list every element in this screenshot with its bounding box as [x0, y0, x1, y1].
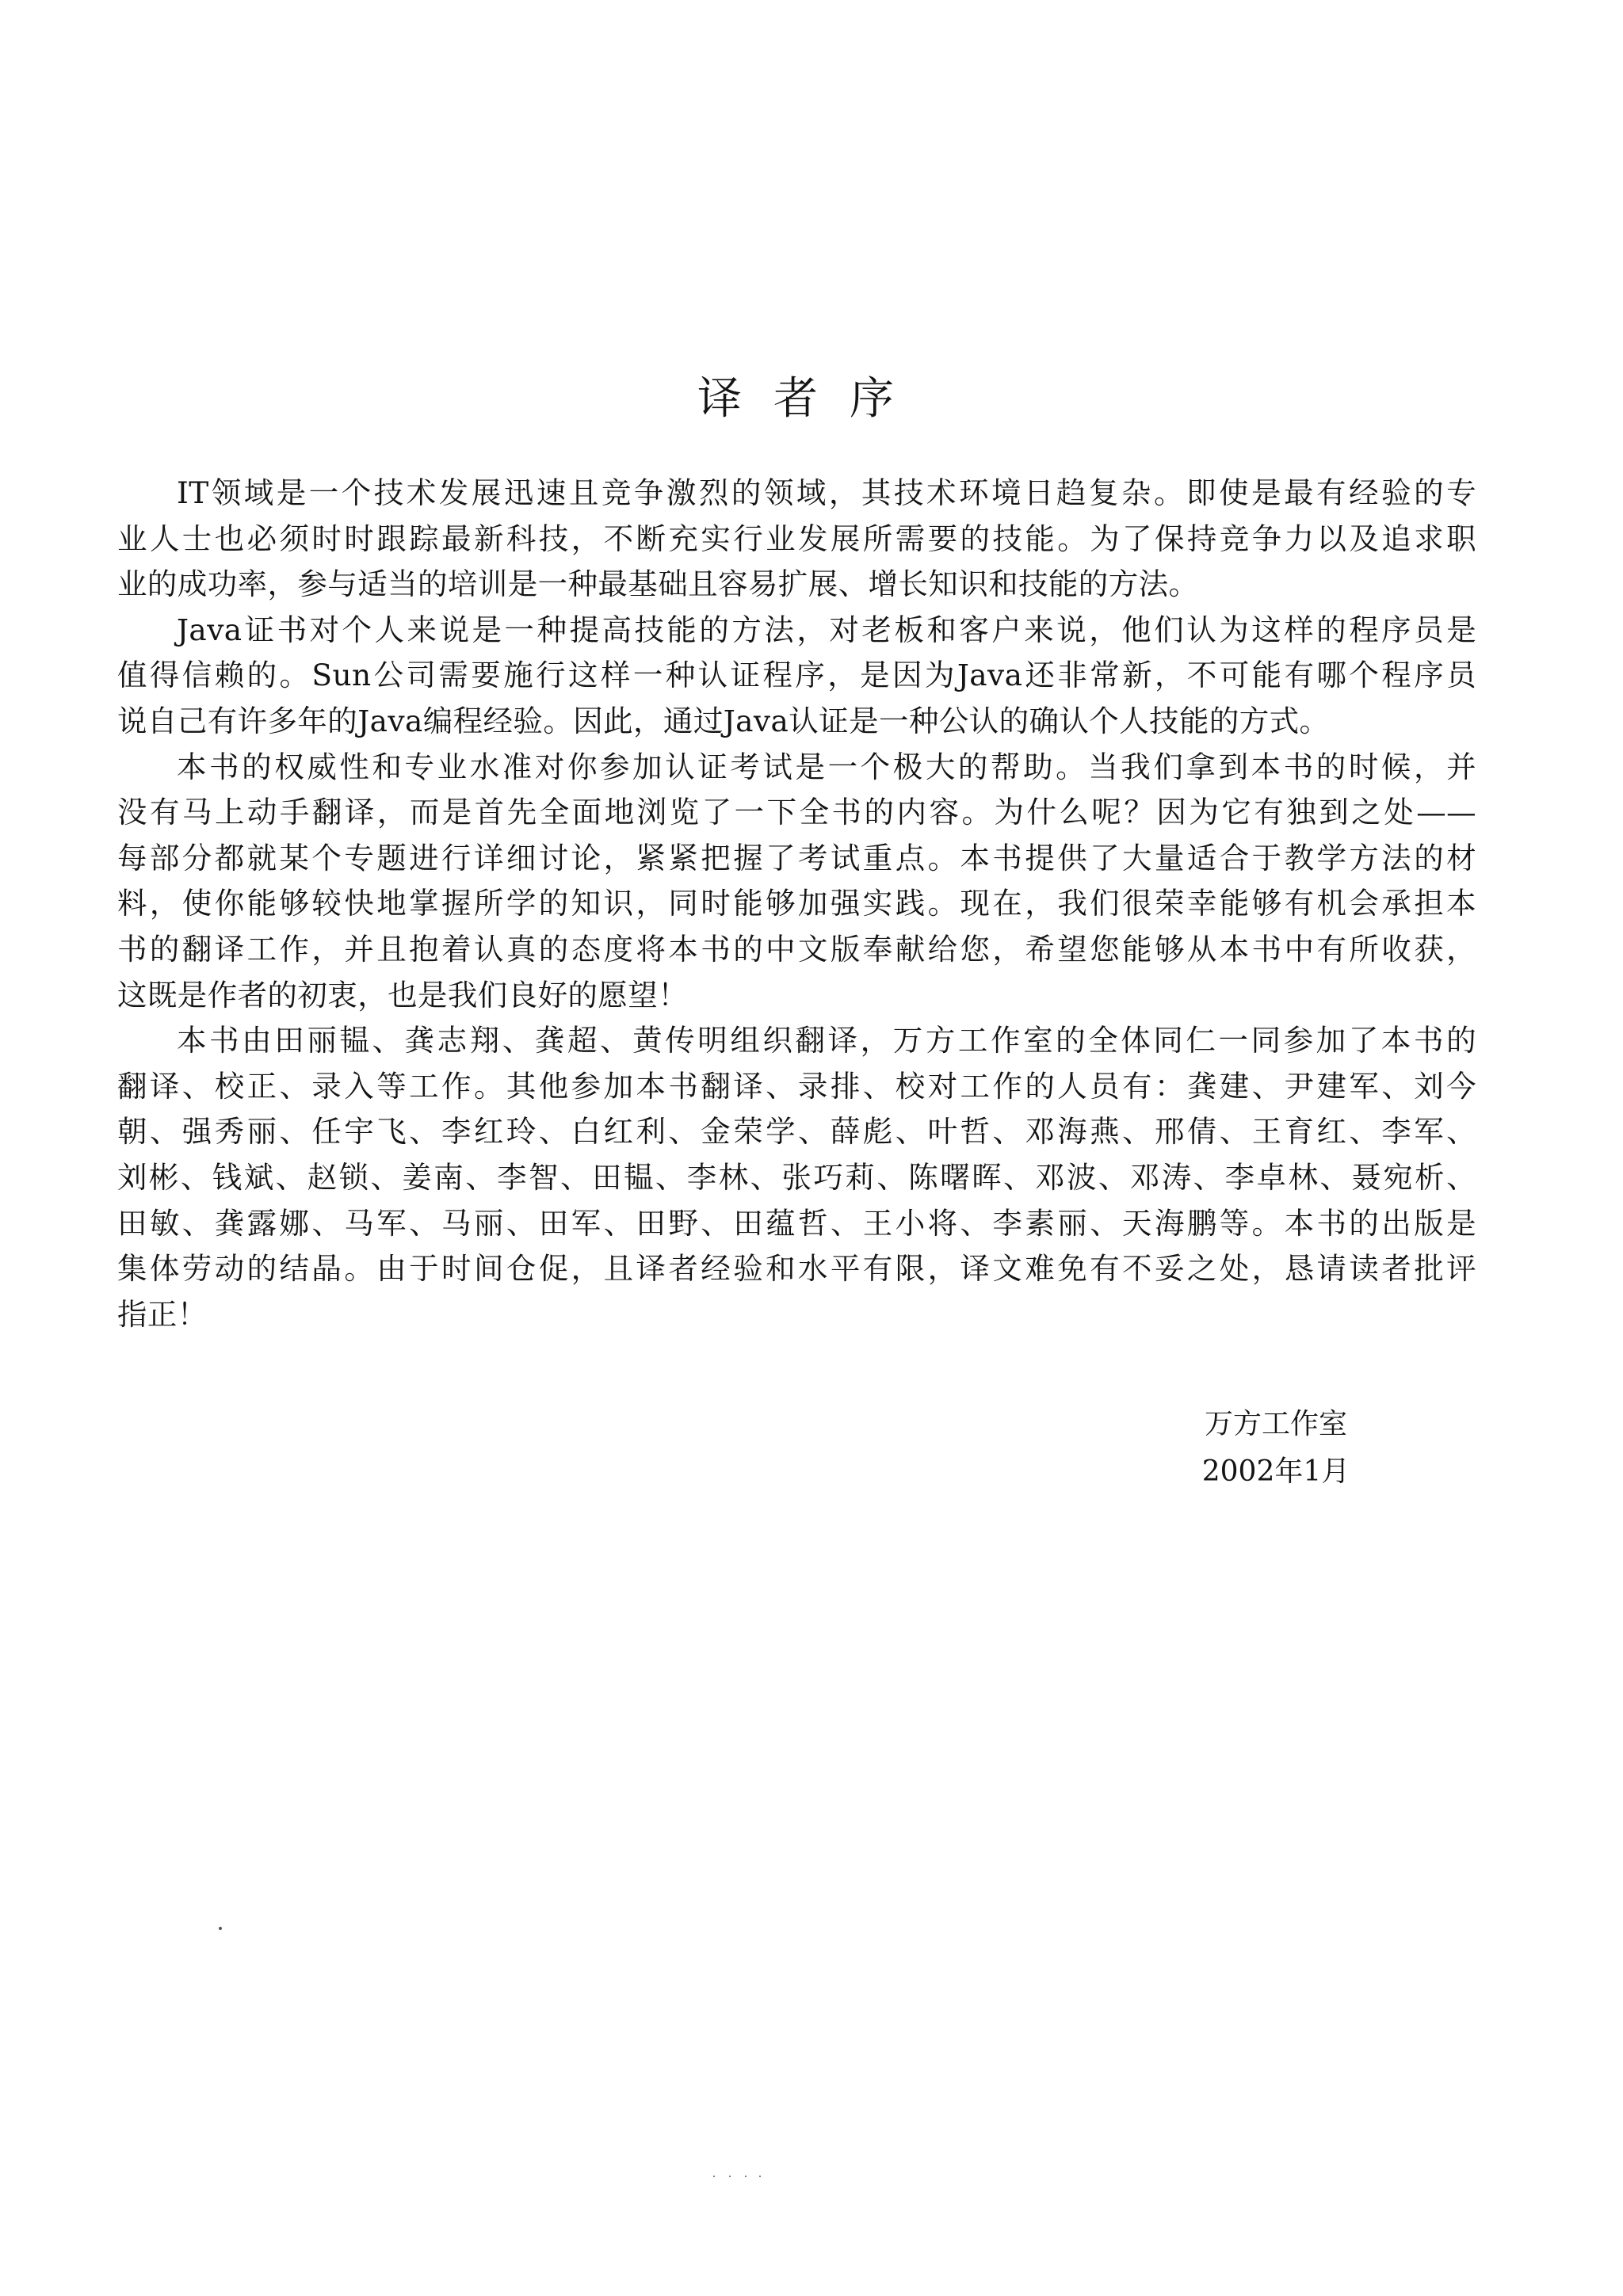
page-title: 译者序	[697, 373, 926, 425]
text-line: 本书由田丽韫、龚志翔、龚超、黄传明组织翻译，万方工作室的全体同仁一同参加了本书的	[177, 1023, 1476, 1058]
paragraph-3	[117, 745, 1476, 1019]
text-line: 田敏、龚露娜、马军、马丽、田军、田野、田蕴哲、王小将、李素丽、天海鹏等。本书的出版是	[117, 1205, 1476, 1241]
text-line: 业人士也必须时时跟踪最新科技，不断充实行业发展所需要的技能。为了保持竞争力以及追求职	[117, 521, 1476, 556]
text-line: 业的成功率，参与适当的培训是一种最基础且容易扩展、增长知识和技能的方法。	[117, 566, 1199, 602]
body-text	[117, 471, 1476, 1337]
scan-speck	[219, 1927, 222, 1930]
text-line: 本书的权威性和专业水准对你参加认证考试是一个极大的帮助。当我们拿到本书的时候，并	[177, 749, 1476, 784]
text-line: 指正！	[117, 1296, 208, 1332]
text-line: 料，使你能够较快地掌握所学的知识，同时能够加强实践。现在，我们很荣幸能够有机会承担本	[117, 886, 1476, 921]
text-line: 这既是作者的初衷，也是我们良好的愿望！	[117, 977, 689, 1013]
paragraph-4	[117, 1018, 1476, 1337]
scan-speck	[713, 2176, 715, 2177]
text-line: 集体劳动的结晶。由于时间仓促，且译者经验和水平有限，译文难免有不妥之处，恳请读者批评	[117, 1251, 1476, 1287]
scan-speck	[759, 2176, 761, 2177]
text-line: 朝、强秀丽、任宇飞、李红玲、白红利、金荣学、薛彪、叶哲、邓海燕、邢倩、王育红、李军、	[117, 1114, 1476, 1150]
text-line: 翻译、校正、录入等工作。其他参加本书翻译、录排、校对工作的人员有：龚建、尹建军、刘今	[117, 1068, 1476, 1104]
text-line: Java证书对个人来说是一种提高技能的方法，对老板和客户来说，他们认为这样的程序员是	[177, 612, 1476, 647]
text-line: 没有马上动手翻译，而是首先全面地浏览了一下全书的内容。为什么呢？因为它有独到之处——	[117, 795, 1476, 830]
signature-date: 2002年1月	[1201, 1455, 1350, 1488]
text-line: 刘彬、钱斌、赵锁、姜南、李智、田韫、李林、张巧莉、陈曙晖、邓波、邓涛、李卓林、聂宛析、	[117, 1159, 1476, 1195]
signature	[1125, 1401, 1426, 1496]
scan-speck	[745, 2176, 747, 2177]
paragraph-1	[117, 471, 1476, 608]
paragraph-2	[117, 608, 1476, 745]
scan-speck	[729, 2176, 731, 2177]
text-line: 每部分都就某个专题进行详细讨论，紧紧把握了考试重点。本书提供了大量适合于教学方法的材	[117, 840, 1476, 875]
text-line: 说自己有许多年的Java编程经验。因此，通过Java认证是一种公认的确认个人技能的方式。	[117, 703, 1330, 738]
text-line: 值得信赖的。Sun公司需要施行这样一种认证程序，是因为Java还非常新，不可能有哪个程序员	[117, 658, 1476, 693]
text-line: 书的翻译工作，并且抱着认真的态度将本书的中文版奉献给您，希望您能够从本书中有所收获，	[117, 931, 1476, 967]
signature-author: 万方工作室	[1204, 1408, 1347, 1440]
text-line: IT领域是一个技术发展迅速且竞争激烈的领域，其技术环境日趋复杂。即使是最有经验的专	[177, 475, 1476, 510]
